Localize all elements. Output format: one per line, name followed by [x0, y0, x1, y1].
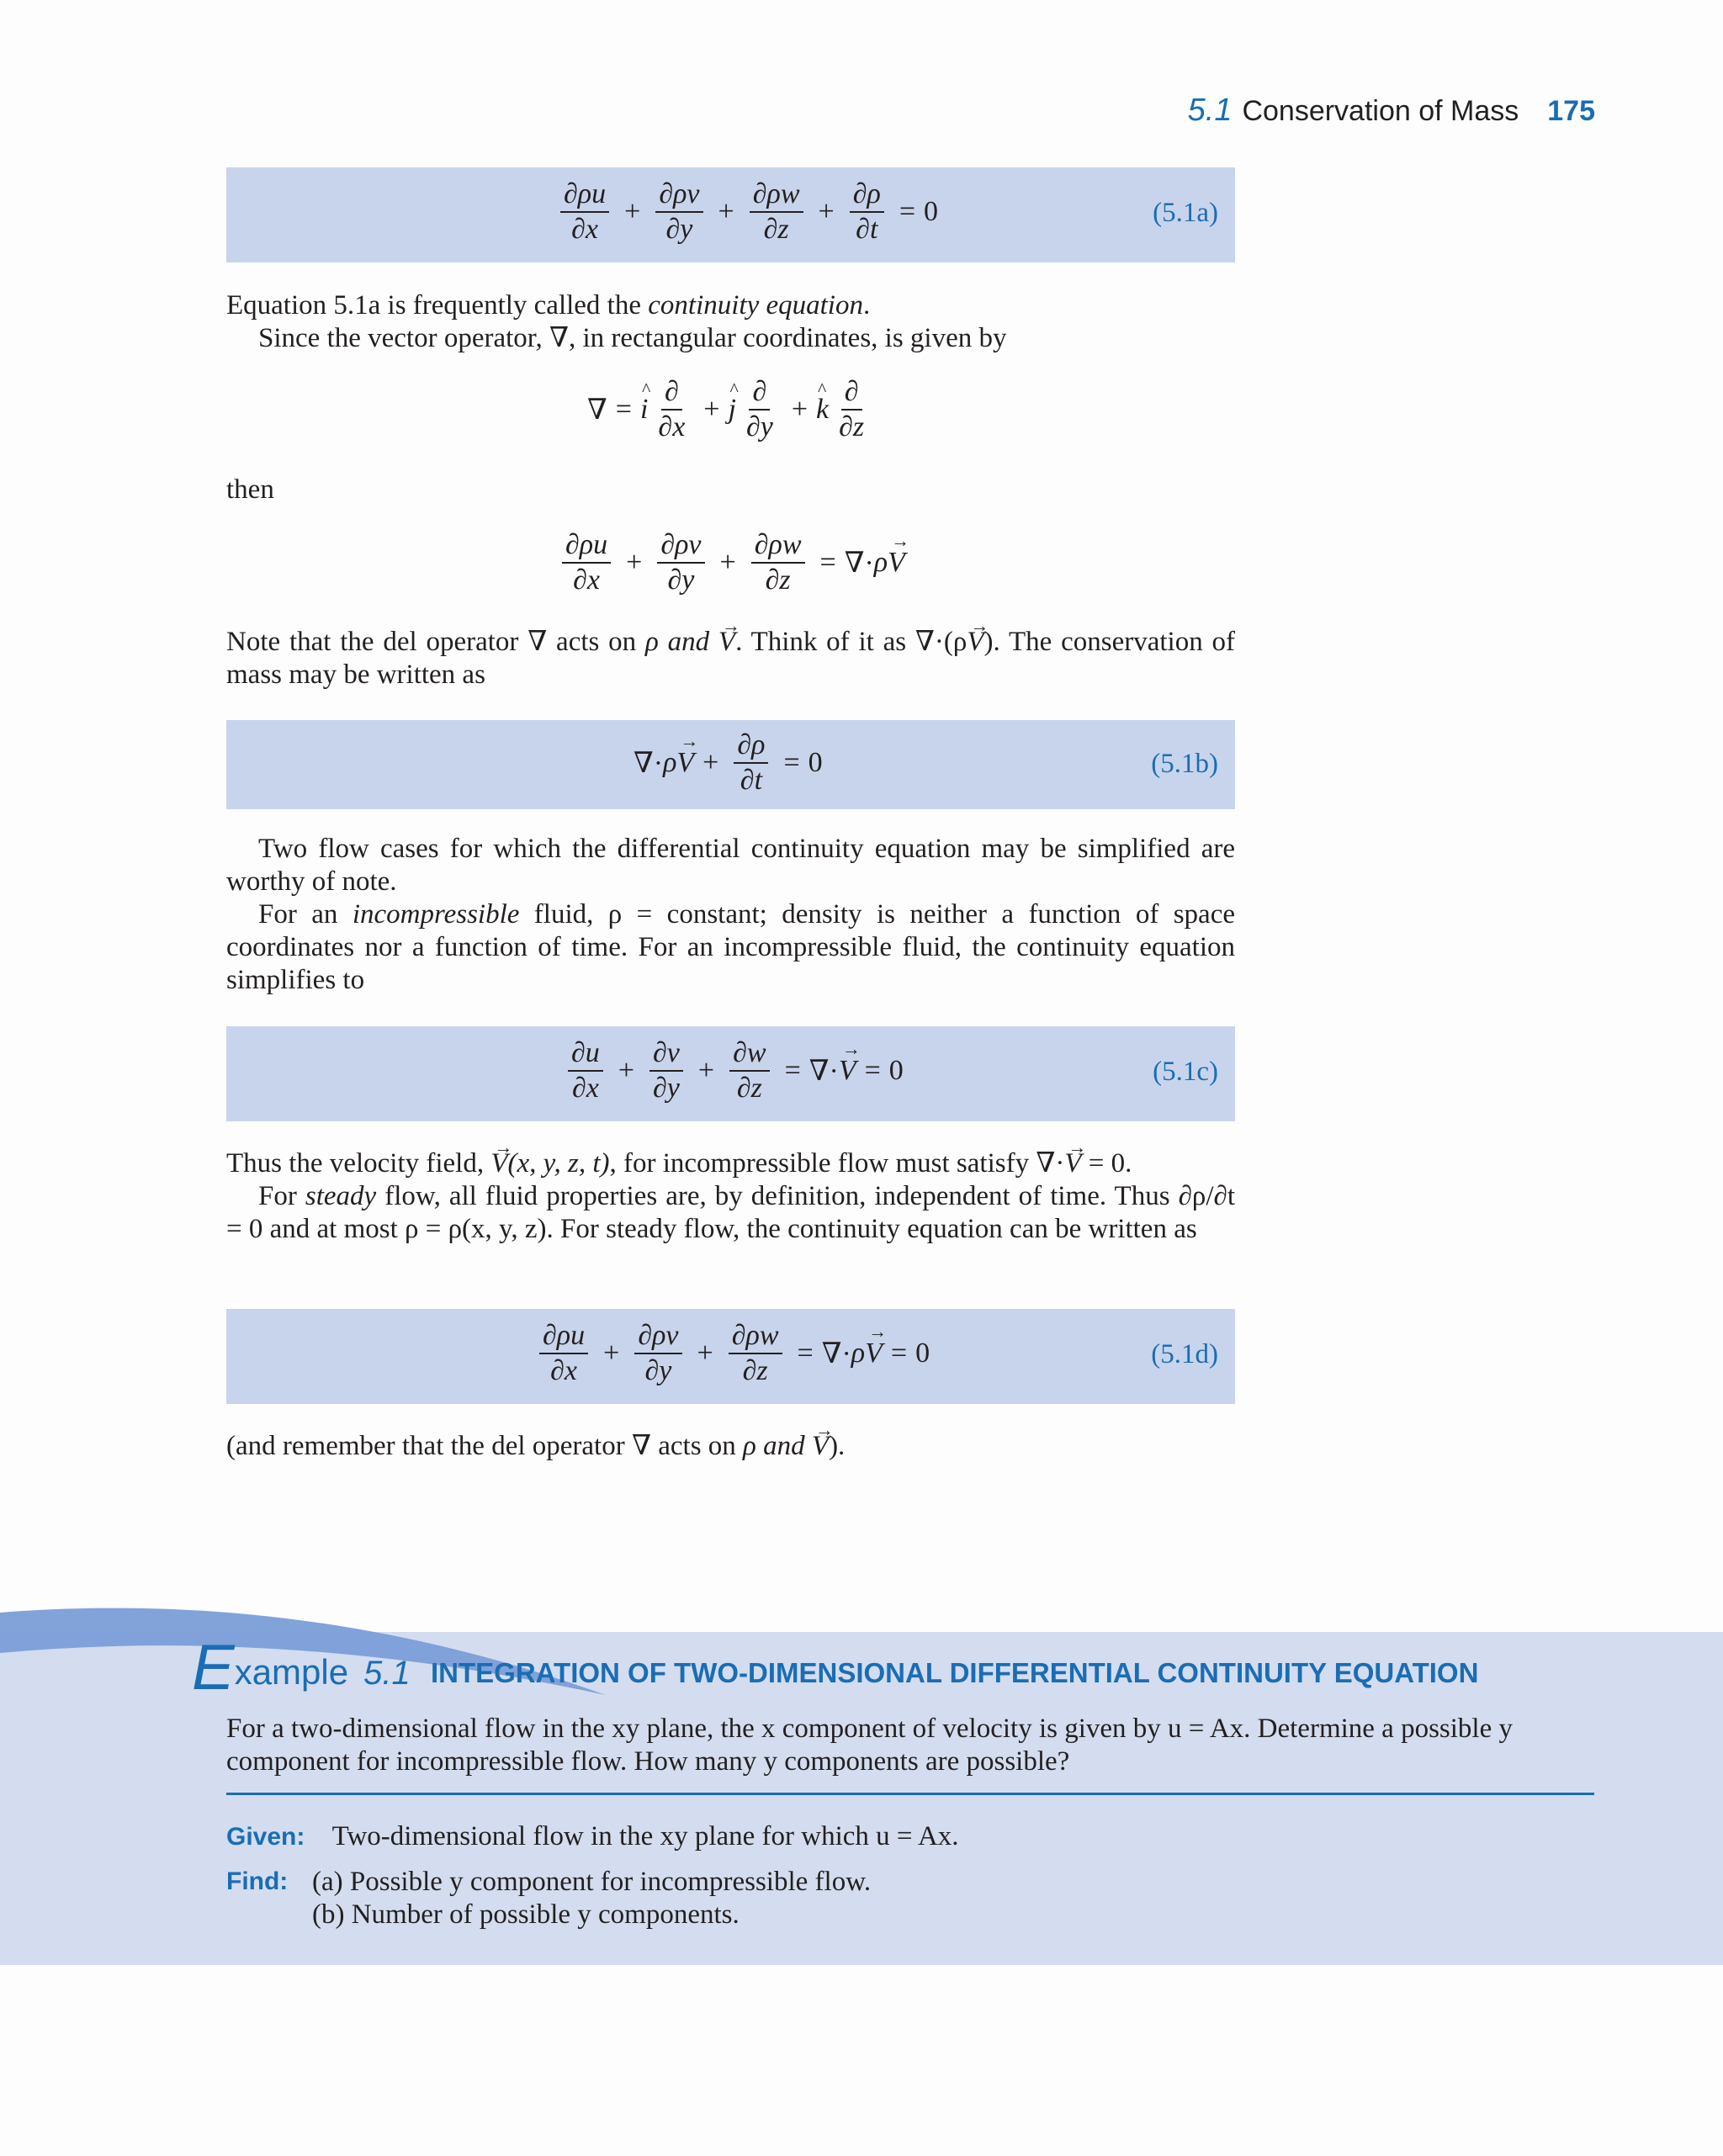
- find-item-b: (b) Number of possible y components.: [312, 1899, 740, 1930]
- equation-number: (5.1a): [1153, 198, 1218, 228]
- equation-5-1c: $\frac{\partial u}{\partial x}$ + $\frac{\partial v}{\partial y}$ + $\frac{\partial w}{\partial z}$ = ∇· → V = 0: [561, 1038, 904, 1103]
- find-row: [226, 1866, 872, 1930]
- example-title: INTEGRATION OF TWO-DIMENSIONAL DIFFERENTIAL CONTINUITY EQUATION: [431, 1657, 1479, 1688]
- equation-5-1a: $\frac{\partial\rho u}{\partial x}$ + $\frac{\partial\rho v}{\partial y}$ + $\frac{\partial\rho w}{\partial z}$ + $\frac{\partial\rho}{\partial t}$ = 0: [554, 179, 938, 244]
- example-statement: For a two-dimensional flow in the xy plane, the x component of velocity is given by u = Ax. Determine a possible y component for incompressible flow. How many y components are possible?: [226, 1714, 1513, 1777]
- example-label: Example 5.1: [192, 1632, 411, 1703]
- equation-5-1b: ∇· ρ → V + $\frac{\partial\rho}{\partial t}$ = 0: [634, 730, 823, 795]
- paragraph-continuity: Equation 5.1a is frequently called the continuity equation. Since the vector operator, ∇, in rectangular coordinates, is given by: [226, 290, 1007, 353]
- equation-number: (5.1d): [1151, 1339, 1218, 1369]
- find-item-a: (a) Possible y component for incompressible flow.: [312, 1867, 872, 1897]
- paragraph-remember: (and remember that the del operator ∇ acts on ρ and → V).: [226, 1430, 1235, 1463]
- equation-nabla-definition: ∇ = ^ i $\frac{\partial}{\partial x}$ + ^ j $\frac{\partial}{\partial y}$ + ^ k $\frac{\partial}{\partial z}$: [587, 377, 874, 442]
- paragraph-velocity-field: Thus the velocity field, → V(x, y, z, t), for incompressible flow must satisfy ∇·→ V = 0. For steady flow, all fluid properties are, by definition, independent of time. Thus ∂ρ/∂t = 0 and at most ρ = ρ(x, y, z). For steady flow, the continuity equation can be written as: [226, 1147, 1235, 1246]
- given-text: Two-dimensional flow in the xy plane for which u = Ax.: [331, 1821, 959, 1851]
- equation-number: (5.1c): [1153, 1057, 1218, 1087]
- given-row: [226, 1821, 959, 1852]
- equation-number: (5.1b): [1151, 749, 1218, 779]
- paragraph-del-operator: Note that the del operator ∇ acts on ρ and → V. Think of it as ∇·(ρ→ V). The conservation of mass may be written as: [226, 626, 1235, 691]
- section-number: 5.1: [1187, 93, 1233, 128]
- given-label: Given:: [226, 1823, 305, 1851]
- page-number: 175: [1547, 95, 1595, 127]
- find-label: Find:: [226, 1867, 289, 1895]
- equation-divergence: $\frac{\partial\rho u}{\partial x}$ + $\frac{\partial\rho v}{\partial y}$ + $\frac{\partial\rho w}{\partial z}$ = ∇· ρ → V: [555, 530, 905, 595]
- equation-box-5-1c: [226, 1026, 1235, 1121]
- section-title: Conservation of Mass: [1242, 95, 1519, 127]
- paragraph-flow-cases: Two flow cases for which the differential continuity equation may be simplified are worthy of note. For an incompressible fluid, ρ = constant; density is neither a function of space coordinates nor a function of time. For an incompressible fluid, the continuity equation simplifies to: [226, 834, 1235, 995]
- equation-5-1d: $\frac{\partial\rho u}{\partial x}$ + $\frac{\partial\rho v}{\partial y}$ + $\frac{\partial\rho w}{\partial z}$ = ∇· ρ → V = 0: [533, 1321, 930, 1385]
- equation-box-5-1d: [226, 1309, 1235, 1404]
- paragraph-then: then: [226, 474, 274, 505]
- equation-box-5-1a: [226, 167, 1235, 262]
- example-divider: [226, 1793, 1594, 1795]
- equation-box-5-1b: [226, 720, 1235, 809]
- example-number: 5.1: [363, 1655, 411, 1692]
- running-header: [1178, 93, 1595, 143]
